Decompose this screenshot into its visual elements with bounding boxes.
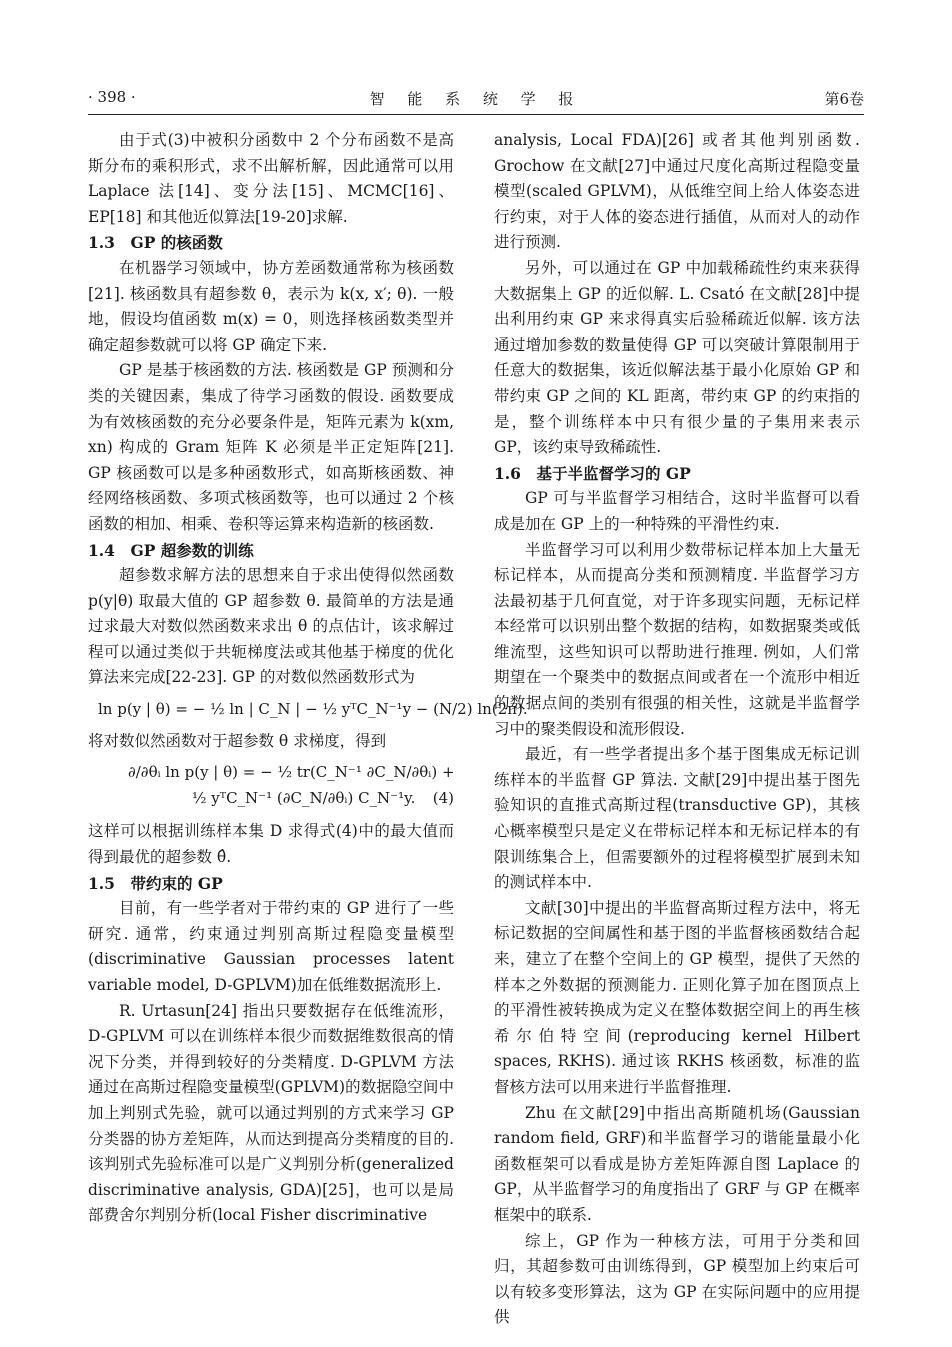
right-column (494, 128, 860, 1331)
paragraph: R. Urtasun[24] 指出只要数据存在低维流形，D-GPLVM 可以在训练样本很少而数据维数很高的情况下分类，并得到较好的分类精度. D-GPLVM 方法通过在高斯过程隐变量模型(GPLVM)的数据隐空间中加上判别式先验，就可以通过判别的方式来学习 GP 分类器的协方差矩阵，从而达到提高分类精度的目的. 该判别式先验标准可以是广义判别分析(generalized discriminative analysis, GDA)[25]，也可以是局部费舍尔判别分析(local Fisher discriminative (88, 1001, 454, 1225)
equation-gradient-line-2 (88, 786, 454, 812)
paragraph: Zhu 在文献[29]中指出高斯随机场(Gaussian random field, GRF)和半监督学习的谐能量最小化函数框架可以看成是协方差矩阵源自图 Laplace 的 GP，从半监督学习的角度指出了 GRF 与 GP 在概率框架中的联系. (494, 1103, 860, 1224)
equation-log-likelihood: ln p(y | θ) = − ½ ln | C_N | − ½ yᵀC_N⁻¹y − (N/2) ln(2π). (98, 700, 528, 719)
paragraph: 综上，GP 作为一种核方法，可用于分类和回归，其超参数可由训练得到，GP 模型加上约束后可以有较多变形算法，这为 GP 在实际问题中的应用提供 (494, 1231, 860, 1327)
paragraph: 另外，可以通过在 GP 中加载稀疏性约束来获得大数据集上 GP 的近似解. L. Csató 在文献[28]中提出利用约束 GP 来求得真实后验稀疏近似解. 该方法通过增加参数的数量使得 GP 可以突破计算限制用于任意大的数据集，该近似解法基于最小化原始 GP 和带约束 GP 之间的 KL 距离，带约束 GP 的约束指的是，整个训练样本中只有很少量的子集用来表示 GP，该约束导致稀疏性. (494, 258, 860, 457)
paragraph: analysis, Local FDA)[26] 或者其他判别函数. Grochow 在文献[27]中通过尺度化高斯过程隐变量模型(scaled GPLVM)，从低维空间上给人体姿态进行约束，对于人体的姿态进行插值，从而对人的动作进行预测. (494, 131, 860, 252)
page-header (88, 88, 864, 112)
paragraph: 目前，有一些学者对于带约束的 GP 进行了一些研究. 通常，约束通过判别高斯过程隐变量模型(discriminative Gaussian processes latent variable model, D-GPLVM)加在低维数据流形上. (88, 899, 454, 994)
section-heading-1-6: 1.6 基于半监督学习的 GP (494, 463, 691, 483)
section-heading-1-4: 1.4 GP 超参数的训练 (88, 540, 254, 560)
paragraph: 超参数求解方法的思想来自于求出使得似然函数 p(y|θ) 取最大值的 GP 超参数 θ. 最简单的方法是通过求最大对数似然函数来求出 θ 的点估计，该求解过程可以通过类似于共轭梯度法或其他基于梯度的优化算法来完成[22-23]. GP 的对数似然函数形式为 (88, 566, 454, 687)
paragraph: 文献[30]中提出的半监督高斯过程方法中，将无标记数据的空间属性和基于图的半监督核函数结合起来，建立了在整个空间上的 GP 模型，提供了天然的样本之外数据的预测能力. 正则化算子加在图顶点上的平滑性被转换成为定义在整体数据空间上的再生核希尔伯特空间(reproducing kernel Hilbert spaces, RKHS). 通过该 RKHS 核函数，标准的监督核方法可以用来进行半监督推理. (494, 898, 860, 1096)
paragraph: 将对数似然函数对于超参数 θ 求梯度，得到 (88, 731, 387, 750)
section-heading-1-5: 1.5 带约束的 GP (88, 873, 223, 893)
paragraph: 最近，有一些学者提出多个基于图集成无标记训练样本的半监督 GP 算法. 文献[29]中提出基于图先验知识的直推式高斯过程(transductive GP)，其核心概率模型只是定义在带标记样本和无标记样本的有限训练集合上，但需要额外的过程将模型扩展到未知的测试样本中. (494, 745, 860, 892)
paragraph: GP 是基于核函数的方法. 核函数是 GP 预测和分类的关键因素，集成了待学习函数的假设. 函数要成为有效核函数的充分必要条件是，矩阵元素为 k(xm, xn) 构成的 Gram 矩阵 K 必须是半正定矩阵[21]. GP 核函数可以是多种函数形式，如高斯核函数、神经网络核函数、多项式核函数等，也可以通过 2 个核函数的相加、相乘、卷积等运算来构造新的核函数. (88, 361, 454, 533)
paragraph: 这样可以根据训练样本集 D 求得式(4)中的最大值而得到最优的超参数 θ̂. (88, 822, 454, 867)
paragraph: 在机器学习领域中，协方差函数通常称为核函数[21]. 核函数具有超参数 θ，表示为 k(x, x′; θ). 一般地，假设均值函数 m(x) = 0，则选择核函数类型并确定超参数就可以将 GP 确定下来. (88, 258, 454, 354)
header-rule (88, 114, 864, 115)
equation-number: (4) (432, 788, 454, 807)
journal-title: 智 能 系 统 学 报 (369, 90, 583, 108)
section-heading-1-3: 1.3 GP 的核函数 (88, 233, 223, 253)
paragraph: 由于式(3)中被积分函数中 2 个分布函数不是高斯分布的乘积形式，求不出解析解，因此通常可以用 Laplace 法[14]、变分法[15]、MCMC[16]、EP[18] 和其他近似算法[19-20]求解. (88, 131, 454, 226)
paragraph: GP 可与半监督学习相结合，这时半监督可以看成是加在 GP 上的一种特殊的平滑性约束. (494, 489, 860, 533)
equation-gradient-text: ½ yᵀC_N⁻¹ (∂C_N/∂θᵢ) C_N⁻¹y. (192, 788, 416, 807)
paragraph: 半监督学习可以利用少数带标记样本加上大量无标记样本，从而提高分类和预测精度. 半监督学习方法最初基于几何直觉，对于许多现实问题，无标记样本经常可以识别出整个数据的结构，如数据聚类或低维流型，这些知识可以帮助进行推理. 例如，人们常期望在一个聚类中的数据点间或者在一个流形中相近的数据点间的类别有很强的相关性，这就是半监督学习中的聚类假设和流形假设. (494, 540, 860, 738)
page-number: · 398 · (88, 88, 136, 106)
equation-gradient-line-1: ∂/∂θᵢ ln p(y | θ) = − ½ tr(C_N⁻¹ ∂C_N/∂θᵢ) + (128, 763, 455, 782)
left-column (88, 128, 528, 1229)
volume-label: 第6卷 (824, 90, 864, 108)
